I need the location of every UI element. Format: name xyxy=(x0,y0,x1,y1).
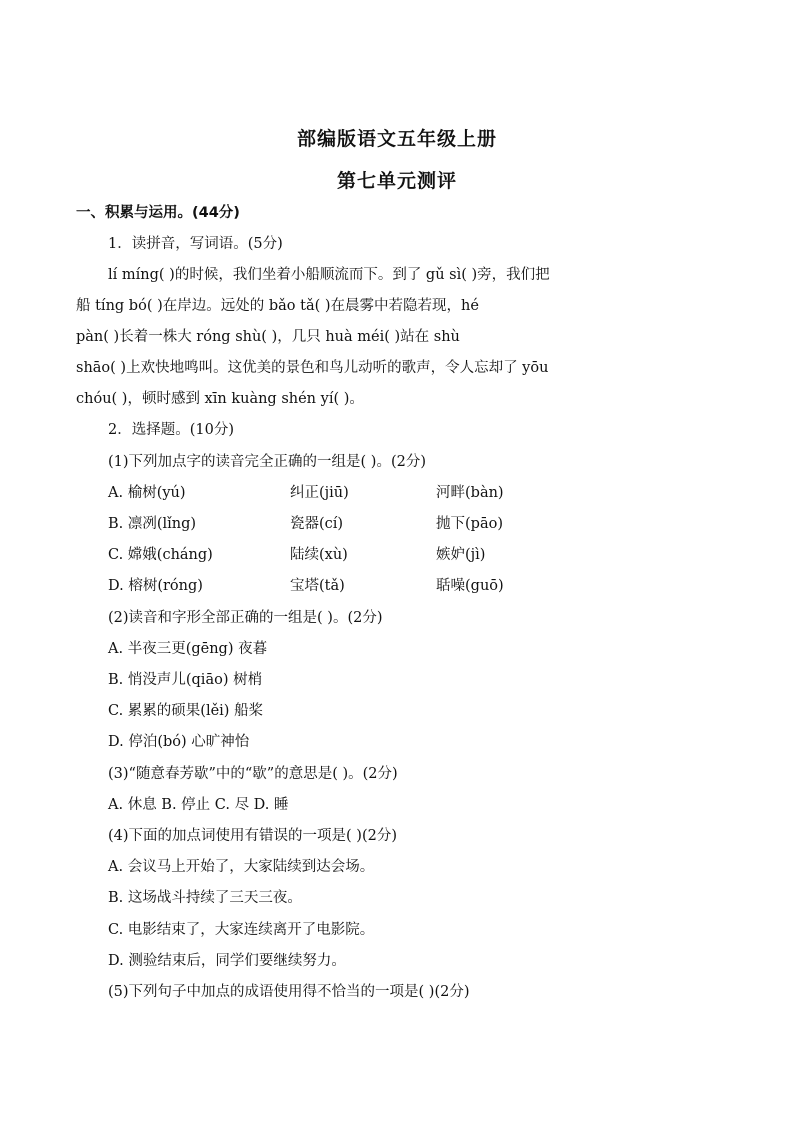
pinyin-line-2: 船 tíng bó( )在岸边。远处的 bǎo tǎ( )在晨雾中若隐若现，hé xyxy=(76,298,479,314)
page-subtitle: 第七单元测评 xyxy=(336,170,457,192)
sub-question-2-prompt: (2)读音和字形全部正确的一组是( )。(2分) xyxy=(108,610,383,626)
option-cell: A. 榆树(yú) xyxy=(108,485,186,501)
pinyin-line-1: lí míng( )的时候，我们坐着小船顺流而下。到了 gǔ sì( )旁，我们把 xyxy=(108,267,550,283)
option-line: B. 这场战斗持续了三天三夜。 xyxy=(108,890,302,906)
option-line: A. 会议马上开始了，大家陆续到达会场。 xyxy=(108,859,375,875)
pinyin-line-4: shāo( )上欢快地鸣叫。这优美的景色和鸟儿动听的歌声，令人忘却了 yōu xyxy=(76,360,549,376)
option-line: B. 悄没声儿(qiāo) 树梢 xyxy=(108,672,263,688)
option-line: D. 停泊(bó) 心旷神怡 xyxy=(108,734,250,750)
option-cell: D. 榕树(róng) xyxy=(108,578,203,594)
sub-question-5-prompt: (5)下列句子中加点的成语使用得不恰当的一项是( )(2分) xyxy=(108,984,470,1000)
option-line: A. 休息 B. 停止 C. 尽 D. 睡 xyxy=(108,797,289,813)
option-cell: 聒噪(guō) xyxy=(436,578,504,594)
section-heading: 一、积累与运用。(44分) xyxy=(76,205,240,221)
option-cell: 河畔(bàn) xyxy=(436,485,504,501)
option-line: C. 累累的硕果(lěi) 船桨 xyxy=(108,703,264,719)
question-1-prompt: 1．读拼音，写词语。(5分) xyxy=(108,236,283,252)
question-2-prompt: 2．选择题。(10分) xyxy=(108,422,234,438)
pinyin-line-5: chóu( )，顿时感到 xīn kuàng shén yí( )。 xyxy=(76,391,364,407)
option-cell: 陆续(xù) xyxy=(290,547,348,563)
page-title: 部编版语文五年级上册 xyxy=(296,128,497,150)
option-cell: C. 嫦娥(cháng) xyxy=(108,547,213,563)
sub-question-4-prompt: (4)下面的加点词使用有错误的一项是( )(2分) xyxy=(108,828,398,844)
option-cell: 抛下(pāo) xyxy=(436,516,503,532)
option-cell: 瓷器(cí) xyxy=(290,516,344,532)
option-cell: 嫉妒(jì) xyxy=(436,547,486,563)
option-cell: 宝塔(tǎ) xyxy=(290,578,345,594)
option-line: C. 电影结束了，大家连续离开了电影院。 xyxy=(108,922,375,938)
option-line: A. 半夜三更(gēng) 夜暮 xyxy=(108,641,268,657)
sub-question-3-prompt: (3)“随意春芳歇”中的“歇”的意思是( )。(2分) xyxy=(108,766,398,782)
pinyin-line-3: pàn( )长着一株大 róng shù( )，几只 huà méi( )站在 shù xyxy=(76,329,460,345)
option-line: D. 测验结束后，同学们要继续努力。 xyxy=(108,953,346,969)
option-cell: 纠正(jiū) xyxy=(290,485,349,501)
sub-question-1-prompt: (1)下列加点字的读音完全正确的一组是( )。(2分) xyxy=(108,454,427,470)
option-cell: B. 凛冽(lǐng) xyxy=(108,516,197,532)
